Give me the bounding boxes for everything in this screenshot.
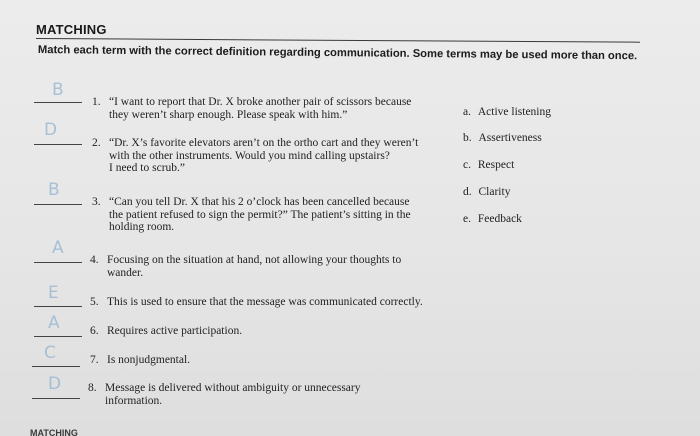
option-letter: d. [463, 186, 472, 198]
option-letter: c. [463, 159, 471, 171]
question-number: 2. [92, 137, 101, 149]
question-number: 4. [90, 254, 99, 266]
question-number: 7. [90, 354, 99, 366]
question-text: Requires active participation. [107, 325, 243, 337]
answer-blank [34, 102, 82, 103]
handwritten-answer: D [48, 374, 62, 394]
option-item [463, 186, 510, 198]
handwritten-answer: B [52, 80, 64, 100]
answer-blank [34, 306, 82, 307]
handwritten-answer: E [48, 283, 59, 303]
option-term: Assertiveness [478, 132, 542, 144]
question-number: 6. [90, 325, 99, 337]
option-letter: e. [463, 213, 471, 225]
handwritten-answer: D [44, 120, 58, 140]
answer-blank [34, 204, 82, 205]
answer-blank [34, 262, 82, 263]
question-text: “I want to report that Dr. X broke another pair of scissors because they weren’t sharp enough. Please speak with him.” [109, 96, 412, 121]
option-term: Feedback [477, 213, 522, 225]
option-item [463, 106, 551, 118]
next-section-heading-cutoff: MATCHING [30, 428, 78, 436]
section-heading: MATCHING [36, 22, 107, 37]
question-number: 1. [92, 96, 101, 108]
handwritten-answer: A [52, 238, 64, 258]
option-item [463, 159, 514, 171]
option-term: Respect [477, 159, 515, 171]
question-text: Is nonjudgmental. [107, 354, 191, 366]
question-number: 8. [88, 382, 97, 394]
heading-rule [36, 38, 640, 43]
handwritten-answer: C [44, 343, 56, 363]
question-number: 3. [92, 196, 101, 208]
option-item [463, 132, 542, 144]
option-letter: a. [463, 106, 471, 118]
answer-blank [34, 336, 82, 337]
instructions: Match each term with the correct definition regarding communication. Some terms may be used more than once. [37, 44, 638, 63]
handwritten-answer: A [48, 313, 60, 333]
question-text: “Dr. X’s favorite elevators aren’t on the ortho cart and they weren’t with the other instruments. Would you mind calling upstairs? I need to scrub.” [109, 137, 419, 174]
option-letter: b. [463, 132, 472, 144]
question-text: Focusing on the situation at hand, not allowing your thoughts to wander. [107, 254, 402, 279]
answer-blank [32, 366, 80, 367]
question-text: Message is delivered without ambiguity or unnecessary information. [105, 382, 361, 407]
question-text: “Can you tell Dr. X that his 2 o’clock has been cancelled because the patient refused to sign the permit?” The patient’s sitting in the holding room. [109, 196, 411, 233]
option-term: Clarity [478, 186, 511, 198]
answer-blank [34, 144, 82, 145]
question-text: This is used to ensure that the message was communicated correctly. [107, 296, 423, 308]
option-term: Active listening [477, 106, 551, 118]
question-number: 5. [90, 296, 99, 308]
answer-blank [32, 398, 80, 399]
handwritten-answer: B [48, 180, 60, 200]
option-item [463, 213, 522, 225]
